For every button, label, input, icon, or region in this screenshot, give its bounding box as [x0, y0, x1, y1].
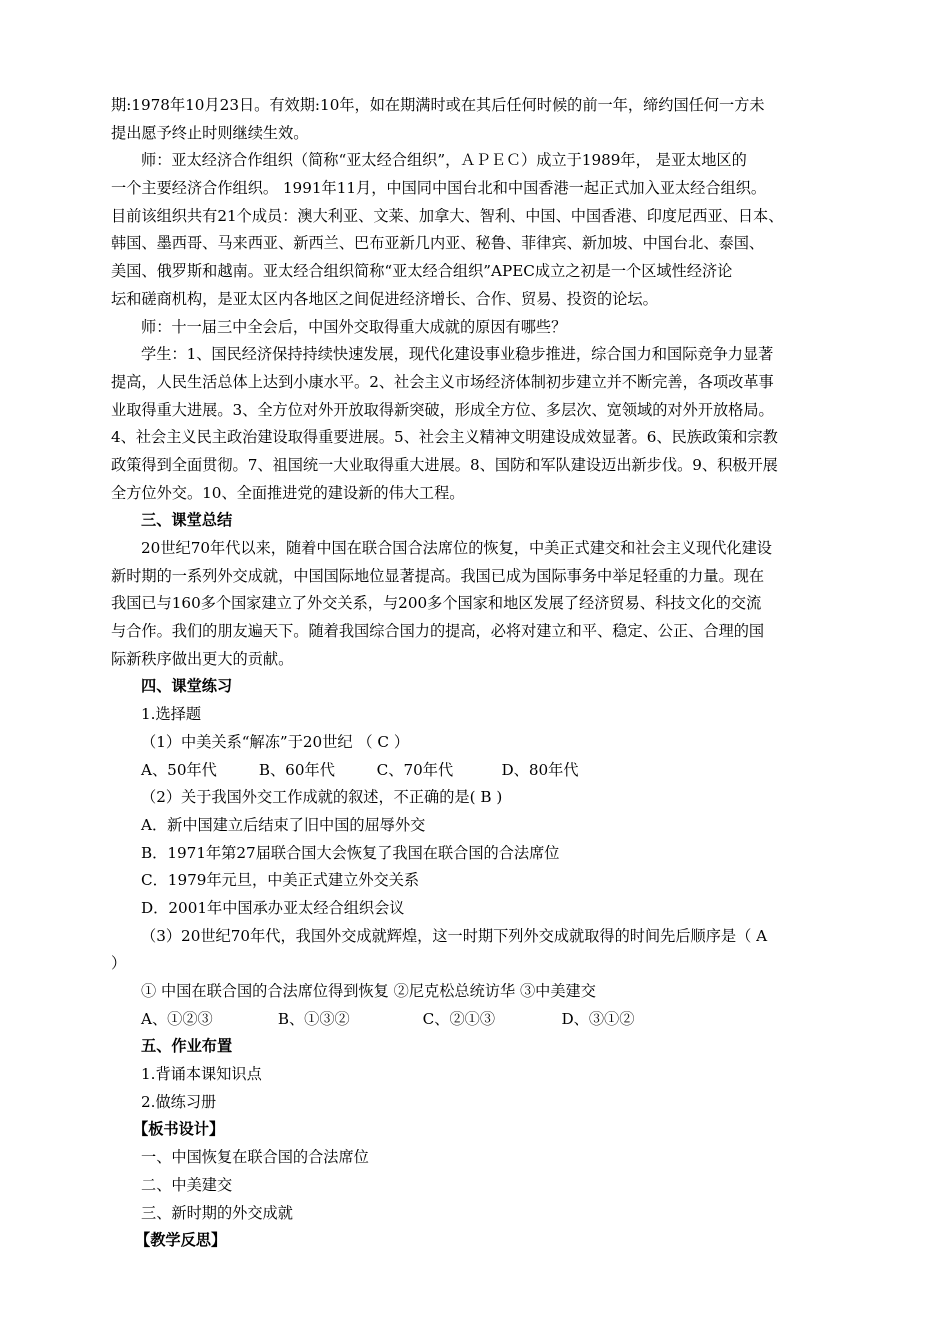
section-heading: 五、作业布置 — [141, 1037, 233, 1056]
text-line: 20世纪70年代以来，随着中国在联合国合法席位的恢复，中美正式建交和社会主义现代化建设 — [141, 539, 772, 557]
document-page — [111, 92, 846, 1255]
text-line: 与合作。我们的朋友遍天下。随着我国综合国力的提高，必将对建立和平、稳定、公正、合理的国 — [111, 622, 765, 641]
text-line: 际新秩序做出更大的贡献。 — [111, 649, 294, 668]
text-line: 提高，人民生活总体上达到小康水平。2、社会主义市场经济体制初步建立并不断完善，各项改革事 — [111, 372, 774, 391]
text-line: 提出愿予终止时则继续生效。 — [111, 123, 309, 142]
exercise-subheading: 1.选择题 — [141, 705, 202, 724]
option-a: A、①②③ — [141, 1009, 213, 1028]
text-line: 韩国、墨西哥、马来西亚、新西兰、巴布亚新几内亚、秘鲁、菲律宾、新加坡、中国台北、泰国、 — [111, 234, 765, 253]
option-d: D、80年代 — [501, 760, 579, 779]
text-line: 学生：1、国民经济保持持续快速发展，现代化建设事业稳步推进，综合国力和国际竞争力显著 — [141, 345, 774, 364]
text-line: 新时期的一系列外交成就，中国国际地位显著提高。我国已成为国际事务中举足轻重的力量。现在 — [111, 566, 765, 585]
question-3-tail: ） — [111, 954, 127, 973]
board-item: 三、新时期的外交成就 — [141, 1203, 293, 1222]
option-d: D、③①② — [561, 1009, 635, 1028]
option-a: A．新中国建立后结束了旧中国的屈辱外交 — [141, 815, 426, 834]
text-line: 4、社会主义民主政治建设取得重要进展。5、社会主义精神文明建设成效显著。6、民族政策和宗教 — [111, 428, 778, 447]
homework-item: 1.背诵本课知识点 — [141, 1065, 262, 1084]
option-c: C．1979年元旦，中美正式建立外交关系 — [141, 871, 420, 890]
section-heading: 三、课堂总结 — [141, 511, 233, 530]
option-b: B、①③② — [277, 1009, 350, 1028]
text-line: 业取得重大进展。3、全方位对外开放取得新突破，形成全方位、多层次、宽领域的对外开放格局。 — [111, 400, 774, 419]
option-c: C、70年代 — [376, 760, 454, 779]
text-line: 师：十一届三中全会后，中国外交取得重大成就的原因有哪些？ — [141, 317, 567, 336]
question-2: （2）关于我国外交工作成就的叙述，不正确的是( B ) — [141, 788, 503, 807]
option-d: D．2001年中国承办亚太经合组织会议 — [141, 898, 405, 917]
option-b: B、60年代 — [258, 760, 335, 779]
question-1: （1）中美关系“解冻”于20世纪 （ C ） — [141, 732, 410, 751]
question-3: （3）20世纪70年代，我国外交成就辉煌，这一时期下列外交成就取得的时间先后顺序是（ A — [141, 926, 768, 945]
reflection-heading: 【教学反思】 — [135, 1231, 227, 1250]
board-item: 二、中美建交 — [141, 1175, 233, 1194]
text-line: 我国已与160多个国家建立了外交关系，与200多个国家和地区发展了经济贸易、科技文化的交流 — [111, 594, 762, 613]
text-line: 一个主要经济合作组织。 1991年11月，中国同中国台北和中国香港一起正式加入亚太经合组织。 — [111, 179, 767, 198]
option-a: A、50年代 — [141, 760, 217, 779]
text-line: 政策得到全面贯彻。7、祖国统一大业取得重大进展。8、国防和军队建设迈出新步伐。9、积极开展 — [111, 455, 778, 474]
section-heading: 四、课堂练习 — [141, 677, 233, 696]
text-line: 全方位外交。10、全面推进党的建设新的伟大工程。 — [111, 483, 465, 502]
board-item: 一、中国恢复在联合国的合法席位 — [141, 1148, 369, 1167]
question-3-options — [111, 1006, 846, 1034]
question-3-items: ① 中国在联合国的合法席位得到恢复 ②尼克松总统访华 ③中美建交 — [141, 982, 596, 1000]
text-line: 师：亚太经济合作组织（简称“亚太经合组织”，ＡＰＥＣ）成立于1989年， 是亚太地区的 — [141, 151, 747, 170]
text-line: 美国、俄罗斯和越南。亚太经合组织简称“亚太经合组织”APEC成立之初是一个区域性经济论 — [111, 262, 733, 281]
board-design-heading: 【板书设计】 — [133, 1120, 225, 1139]
homework-item: 2.做练习册 — [141, 1092, 217, 1111]
question-1-options — [111, 757, 846, 785]
text-line: 坛和磋商机构，是亚太区内各地区之间促进经济增长、合作、贸易、投资的论坛。 — [111, 289, 658, 308]
option-b: B．1971年第27届联合国大会恢复了我国在联合国的合法席位 — [141, 843, 560, 862]
text-line: 目前该组织共有21个成员：澳大利亚、文莱、加拿大、智利、中国、中国香港、印度尼西亚、日本、 — [111, 206, 784, 225]
text-line: 期:1978年10月23日。有效期:10年，如在期满时或在其后任何时候的前一年，缔约国任何一方未 — [111, 96, 765, 114]
option-c: C、②①③ — [422, 1009, 496, 1028]
